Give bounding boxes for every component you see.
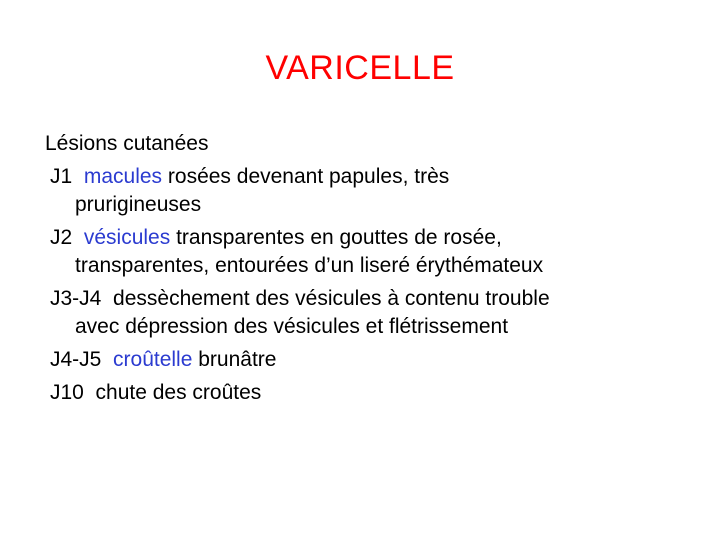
day-label: J10 bbox=[50, 381, 84, 404]
entry-continuation: transparentes, entourées d’un liseré érythémateux bbox=[75, 254, 544, 277]
term-highlight: vésicules bbox=[83, 226, 171, 249]
entry-text: dessèchement des vésicules à contenu trouble bbox=[113, 287, 550, 310]
list-item-j10 bbox=[45, 379, 695, 407]
term-highlight: macules bbox=[83, 165, 163, 188]
list-item-j2 bbox=[45, 224, 695, 280]
list-item-j3-j4 bbox=[45, 285, 695, 341]
entry-line bbox=[45, 224, 695, 252]
entry-text: brunâtre bbox=[192, 348, 277, 371]
entry-line bbox=[45, 379, 695, 407]
list-item-j4-j5 bbox=[45, 346, 695, 374]
entry-text: rosées devenant papules, très bbox=[162, 165, 450, 188]
entry-continuation: avec dépression des vésicules et flétrissement bbox=[75, 315, 509, 338]
entry-line bbox=[45, 163, 695, 191]
list-item-j1 bbox=[45, 163, 695, 219]
entry-continuation: prurigineuses bbox=[75, 193, 202, 216]
day-label: J3-J4 bbox=[50, 287, 102, 310]
term-highlight: croûtelle bbox=[113, 348, 193, 371]
day-label: J1 bbox=[50, 165, 73, 188]
section-heading: Lésions cutanées bbox=[45, 132, 209, 155]
entry-text: transparentes en gouttes de rosée, bbox=[170, 226, 502, 249]
slide-body bbox=[45, 130, 695, 412]
slide-title: VARICELLE bbox=[265, 49, 455, 87]
day-label: J4-J5 bbox=[50, 348, 102, 371]
entry-line bbox=[45, 346, 695, 374]
day-label: J2 bbox=[50, 226, 73, 249]
entry-text: chute des croûtes bbox=[95, 381, 262, 404]
entry-line bbox=[45, 285, 695, 313]
